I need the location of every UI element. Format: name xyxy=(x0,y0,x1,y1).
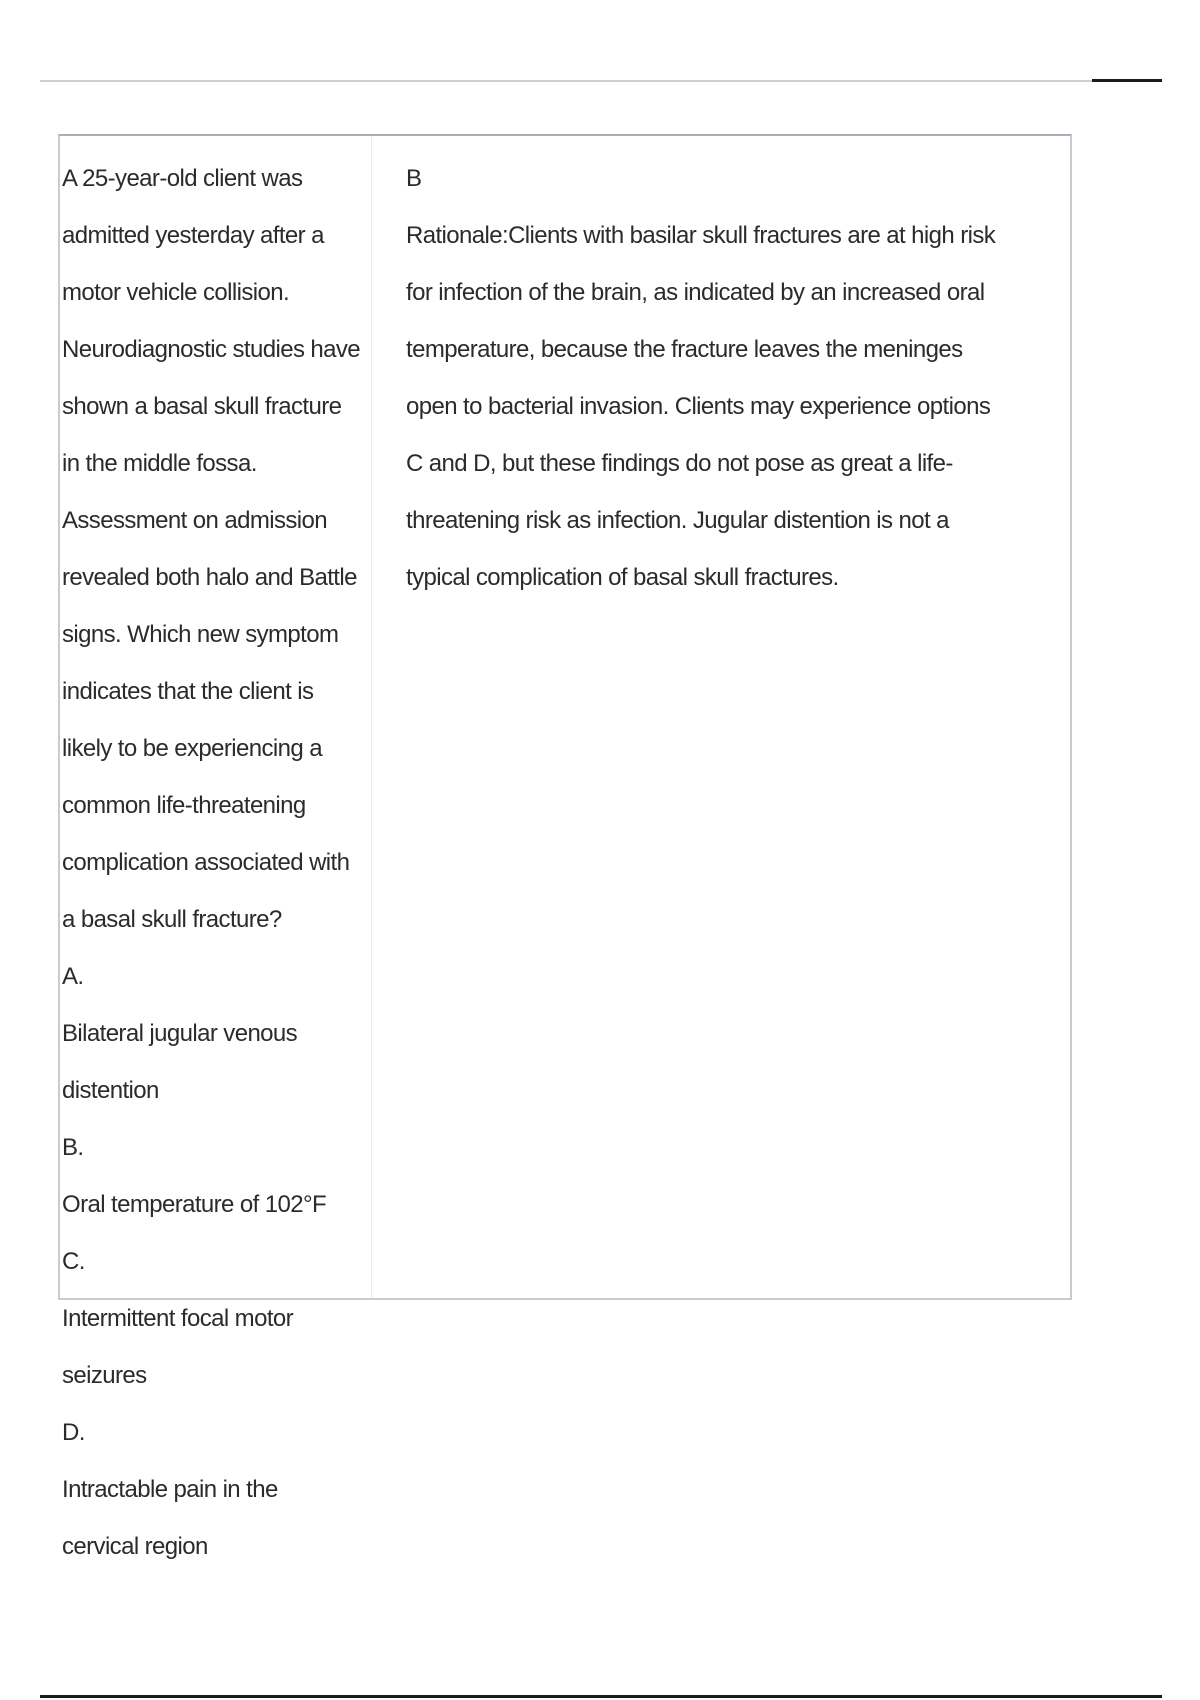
answer-column xyxy=(372,136,1070,1298)
option-d-letter: D. xyxy=(62,1419,85,1446)
flashcard xyxy=(58,134,1072,1560)
option-d-text: Intractable pain in the cervical region xyxy=(62,1476,284,1560)
bottom-divider xyxy=(40,1695,1162,1698)
option-c-letter: C. xyxy=(62,1248,85,1275)
top-divider-accent xyxy=(1092,79,1162,82)
option-a-letter: A. xyxy=(62,963,84,990)
answer-rationale: Rationale:Clients with basilar skull fractures are at high risk for infection of the brain, as indicated by an increased oral temperature, because the fracture leaves the meninges open to bacterial invasion. Clients may experience options C and D, but these findings do not pose as great a life-threatening risk as infection. Jugular distention is not a typical complication of basal skull fractures. xyxy=(406,222,1002,591)
question-column xyxy=(60,136,372,1560)
option-c-text: Intermittent focal motor seizures xyxy=(62,1305,294,1389)
top-divider xyxy=(40,80,1092,82)
question-stem: A 25-year-old client was admitted yesterday after a motor vehicle collision. Neurodiagnostic studies have shown a basal skull fracture in the middle fossa. Assessment on admission revealed both halo and Battle signs. Which new symptom indicates that the client is likely to be experiencing a common life-threatening complication associated with a basal skull fracture? xyxy=(62,165,367,933)
answer-key: B xyxy=(406,165,422,192)
option-b-text: Oral temperature of 102°F xyxy=(62,1191,327,1218)
option-b-letter: B. xyxy=(62,1134,84,1161)
option-a-text: Bilateral jugular venous distention xyxy=(62,1020,298,1104)
